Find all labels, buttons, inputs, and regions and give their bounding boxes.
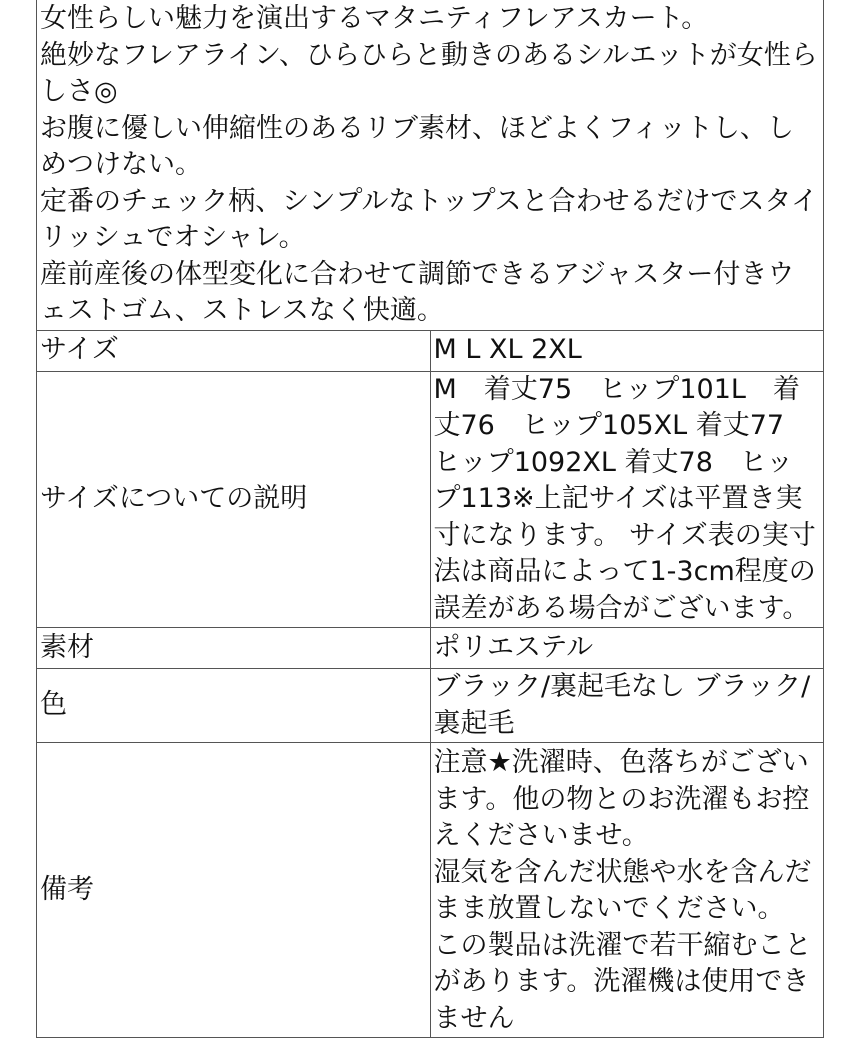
description-row	[37, 0, 824, 330]
color-label: 色	[37, 669, 431, 743]
description-paragraph: 産前産後の体型変化に合わせて調節できるアジャスター付きウェストゴム、ストレスなく快適。	[40, 258, 795, 326]
size-description-value: M 着丈75 ヒップ101L 着丈76 ヒップ105XL 着丈77 ヒップ1092XL 着丈78 ヒップ113※上記サイズは平置き実寸になります。 サイズ表の実寸法は商品によって1-3cm程度の誤差がある場合がございます。	[430, 371, 824, 628]
description-paragraph: 定番のチェック柄、シンプルなトップスと合わせるだけでスタイリッシュでオシャレ。	[40, 185, 819, 253]
notes-label: 備考	[37, 743, 431, 1038]
notes-row	[37, 743, 824, 1038]
color-row	[37, 669, 824, 743]
product-spec-table-wrapper	[36, 0, 824, 1038]
notes-paragraph: 注意★洗濯時、色落ちがございます。他の物とのお洗濯もお控えくださいませ。	[433, 747, 810, 851]
size-row	[37, 330, 824, 371]
description-paragraph: 絶妙なフレアライン、ひらひらと動きのあるシルエットが女性らしさ◎	[40, 39, 818, 107]
notes-paragraph: この製品は洗濯で若干縮むことがあります。洗濯機は使用できません	[433, 929, 812, 1034]
material-row	[37, 628, 824, 669]
material-label: 素材	[37, 628, 431, 669]
notes-value	[430, 743, 824, 1038]
size-description-label: サイズについての説明	[37, 371, 431, 628]
product-spec-table	[36, 0, 824, 1038]
size-label: サイズ	[37, 330, 431, 371]
size-description-row	[37, 371, 824, 628]
description-cell	[37, 0, 824, 330]
notes-paragraph: 湿気を含んだ状態や水を含んだまま放置しないでください。	[433, 856, 812, 924]
size-value: M L XL 2XL	[430, 330, 824, 371]
description-paragraph: お腹に優しい伸縮性のあるリブ素材、ほどよくフィットし、しめつけない。	[40, 112, 794, 180]
description-paragraph: 女性らしい魅力を演出するマタニティフレアスカート。	[40, 3, 709, 34]
color-value: ブラック/裏起毛なし ブラック/裏起毛	[430, 669, 824, 743]
material-value: ポリエステル	[430, 628, 824, 669]
